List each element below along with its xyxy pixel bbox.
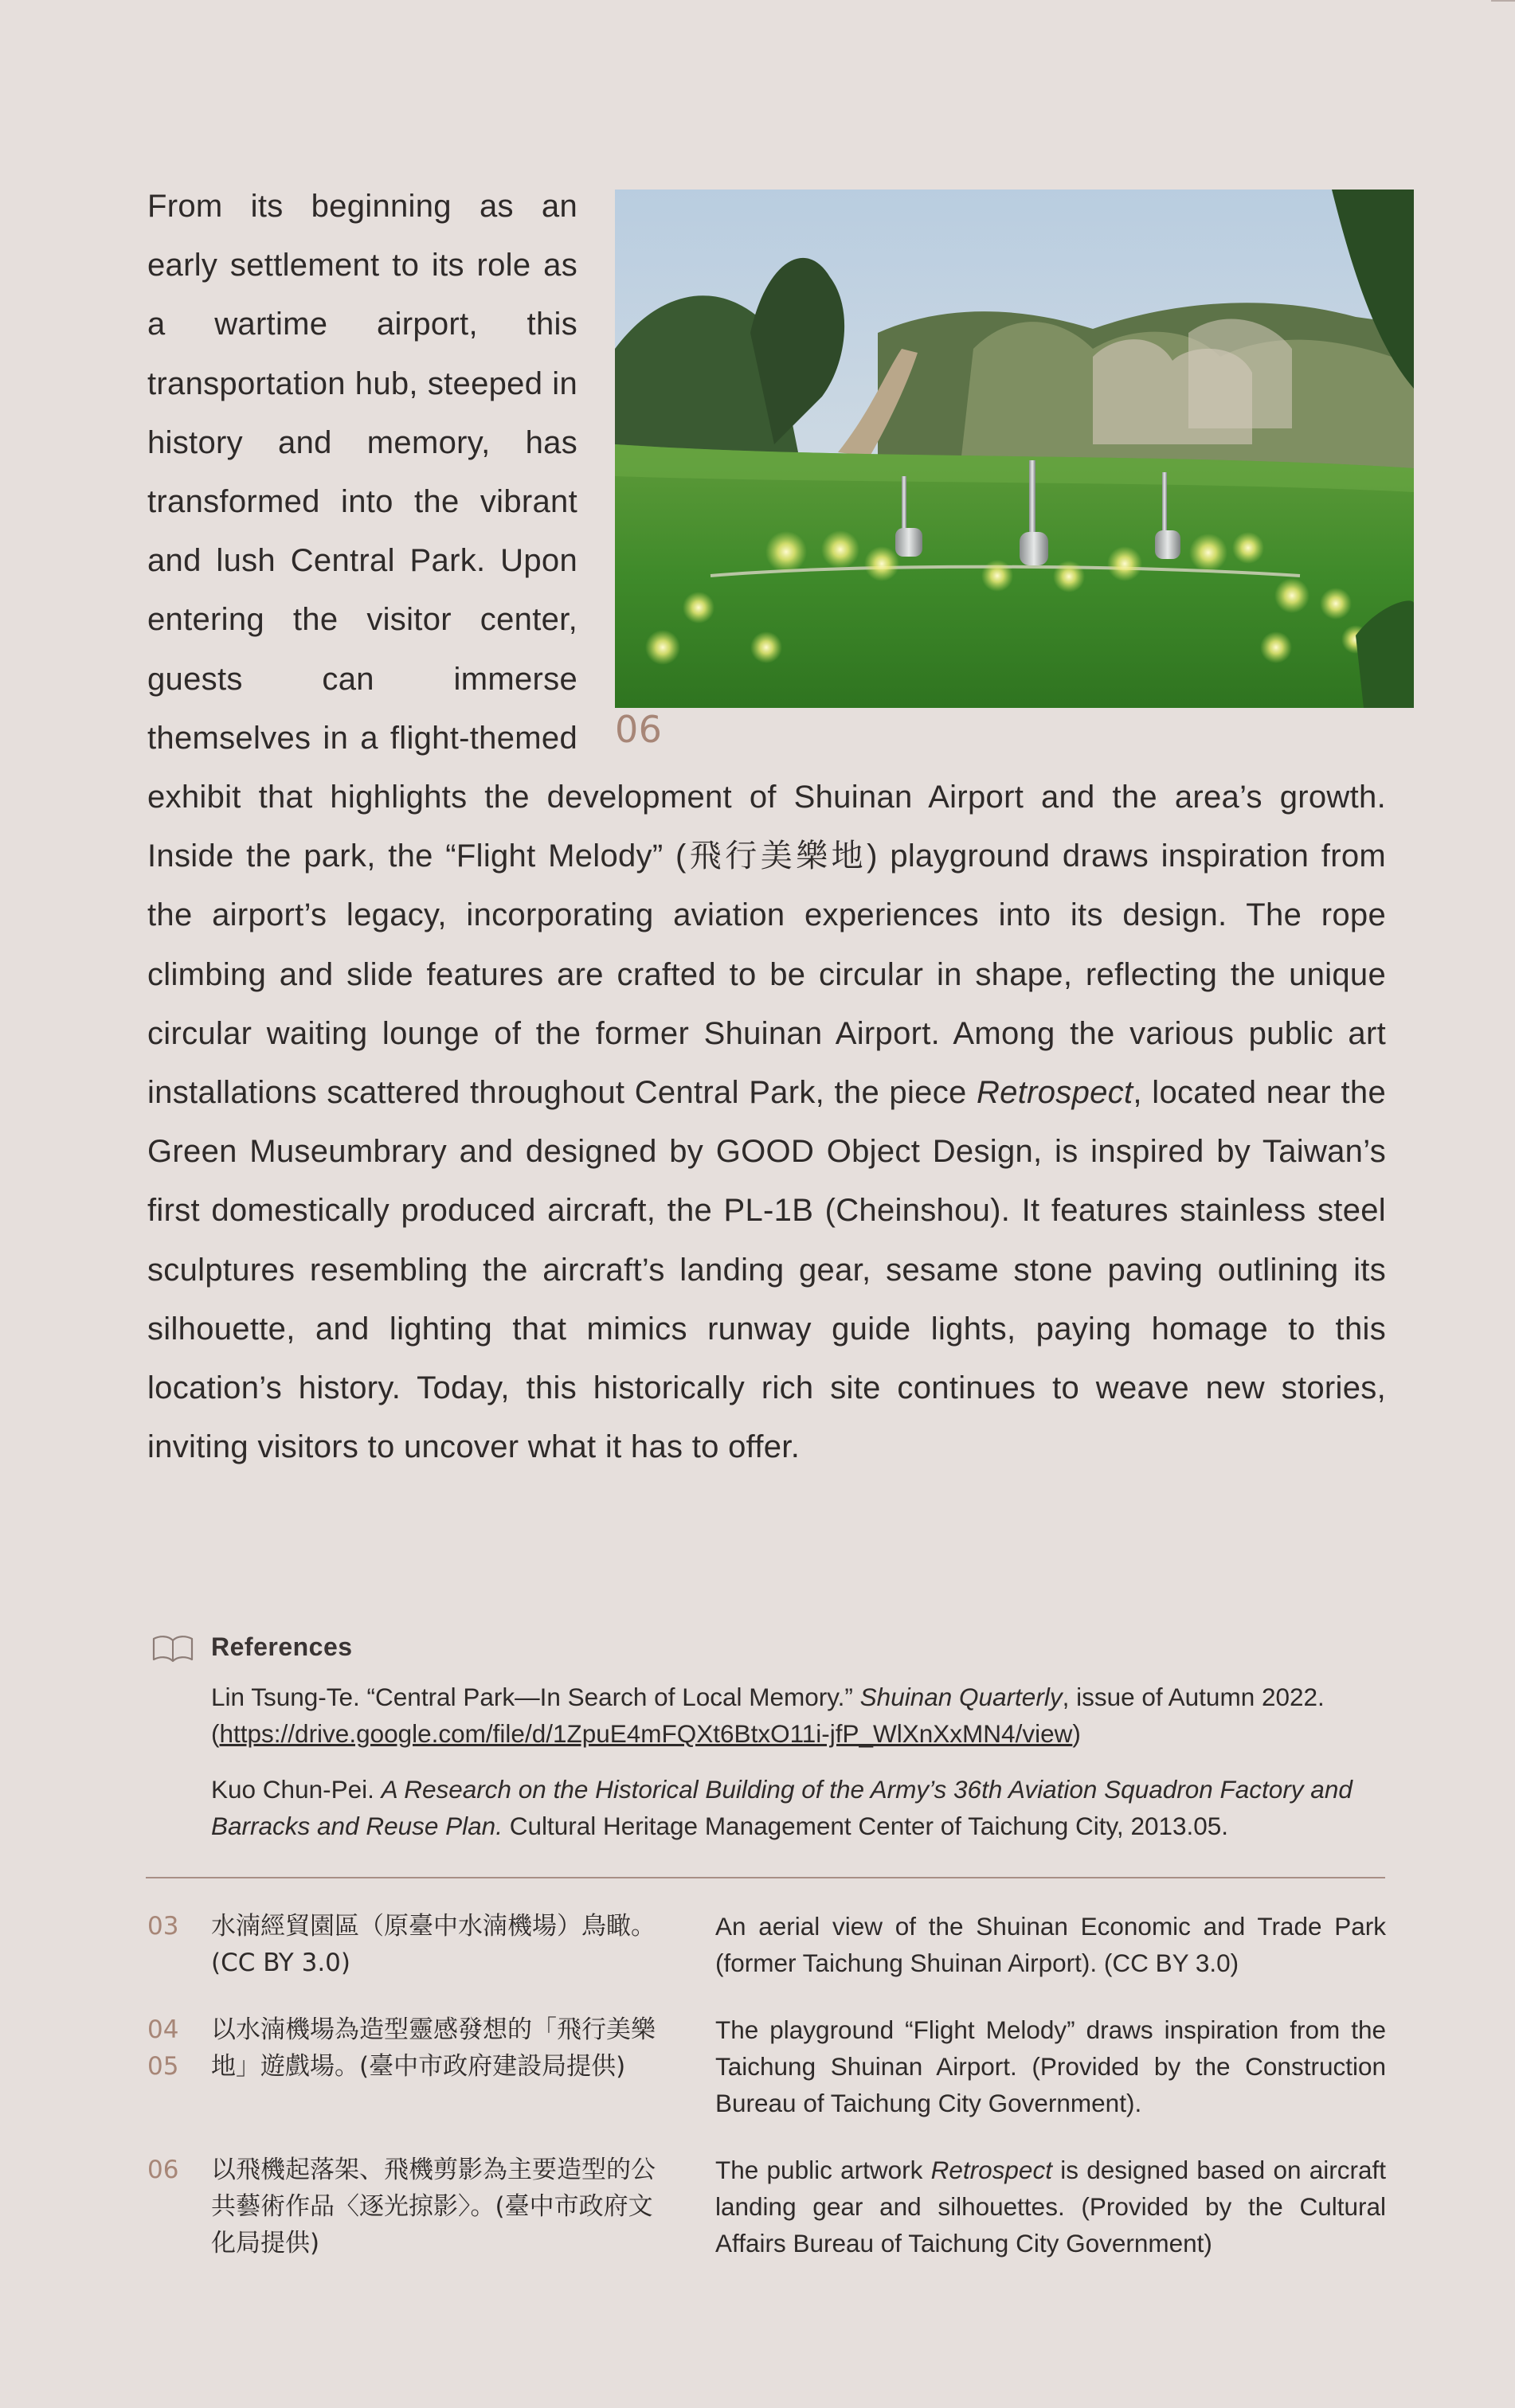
reference-link[interactable]: https://drive.google.com/file/d/1ZpuE4mFQXt6BtxO11i-jfP_WlXnXxMN4/view — [219, 1719, 1073, 1748]
caption-english: An aerial view of the Shuinan Economic and Trade Park (former Taichung Shuinan Airport). (CC BY 3.0) — [715, 1912, 1386, 1977]
caption-row — [147, 2011, 1386, 2121]
body-text — [147, 177, 1386, 1476]
reference-publication: A Research on the Historical Building of the Army’s 36th Aviation Squadron Factory and Barracks and Reuse Plan. — [211, 1775, 1353, 1840]
references-list — [211, 1679, 1382, 1863]
caption-english-text: is designed based on aircraft landing gear and silhouettes. (Provided by the Cultural Affairs Bureau of Taichung City Government) — [715, 2156, 1387, 2258]
reference-item — [211, 1679, 1382, 1752]
body-text-part-2: , located near the Green Museumbrary and designed by GOOD Object Design, is inspired by Taiwan’s first domestically produced aircraft, the PL-1B (Cheinshou). It features stainless steel sculptures resembling the aircraft’s landing gear, sesame stone paving outlining its silhouette, and lighting that mimics runway guide lights, paying homage to this location’s history. Today, this historically rich site continues to weave new stories, inviting visitors to uncover what it has to offer. — [147, 1075, 1386, 1465]
reference-text: Cultural Heritage Management Center of Taichung City, 2013.05. — [502, 1812, 1229, 1840]
crop-mark — [1491, 0, 1515, 8]
caption-chinese: 以水湳機場為造型靈感發想的「飛行美樂地」遊戲場。(臺中市政府建設局提供) — [211, 2015, 656, 2081]
caption-number-05: 05 — [147, 2052, 179, 2081]
photo-number: 06 — [615, 708, 663, 751]
photo-figure — [615, 177, 1414, 751]
caption-number-04: 04 — [147, 2015, 179, 2044]
body-text-italic-title: Retrospect — [977, 1075, 1133, 1111]
caption-artwork-title: Retrospect — [930, 2156, 1052, 2184]
reference-text: Lin Tsung-Te. “Central Park—In Search of Local Memory.” — [211, 1683, 860, 1711]
caption-number — [147, 2011, 211, 2121]
caption-chinese: 以飛機起落架、飛機剪影為主要造型的公共藝術作品〈逐光掠影〉。(臺中市政府文化局提供) — [211, 2156, 656, 2258]
body-text-part-1: From its beginning as an early settlement to its role as a wartime airport, this transportation hub, steeped in history and memory, has transformed into the vibrant and lush Central Park. Upon entering the visitor center, guests can immerse themselves in a flight-themed exhibit that highlights the development of Shuinan Airport and the area’s growth. Inside the park, the “Flight Melody” (飛行美樂地) playground draws inspiration from the airport’s legacy, incorporating aviation experiences into its design. The rope climbing and slide features are crafted to be circular in shape, reflecting the unique circular waiting lounge of the former Shuinan Airport. Among the various public art installations scattered throughout Central Park, the piece — [147, 189, 1386, 1111]
caption-english-text: The public artwork — [715, 2156, 931, 2184]
caption-number-03: 03 — [147, 1912, 179, 1941]
caption-number — [147, 1908, 211, 1981]
photo-captions — [147, 1908, 1386, 2292]
reference-text: , issue of Autumn 2022. ( — [211, 1683, 1325, 1748]
caption-english — [715, 2152, 1386, 2261]
caption-row — [147, 2152, 1386, 2261]
caption-number — [147, 2152, 211, 2261]
caption-english: The playground “Flight Melody” draws inspiration from the Taichung Shuinan Airport. (Provided by the Construction Bureau of Taichung City Government). — [715, 2015, 1386, 2117]
book-icon — [152, 1634, 194, 1663]
reference-publication: Shuinan Quarterly — [859, 1683, 1063, 1711]
reference-text: ) — [1072, 1719, 1081, 1748]
reference-item — [211, 1771, 1382, 1844]
references-title: References — [211, 1632, 353, 1661]
caption-row — [147, 1908, 1386, 1981]
photo-image — [615, 190, 1414, 708]
section-divider — [146, 1877, 1385, 1878]
caption-number-06: 06 — [147, 2156, 179, 2184]
retrospect-photo — [615, 190, 1414, 708]
reference-text: Kuo Chun-Pei. — [211, 1775, 382, 1804]
caption-chinese: 水湳經貿園區（原臺中水湳機場）鳥瞰。(CC BY 3.0) — [211, 1912, 656, 1977]
